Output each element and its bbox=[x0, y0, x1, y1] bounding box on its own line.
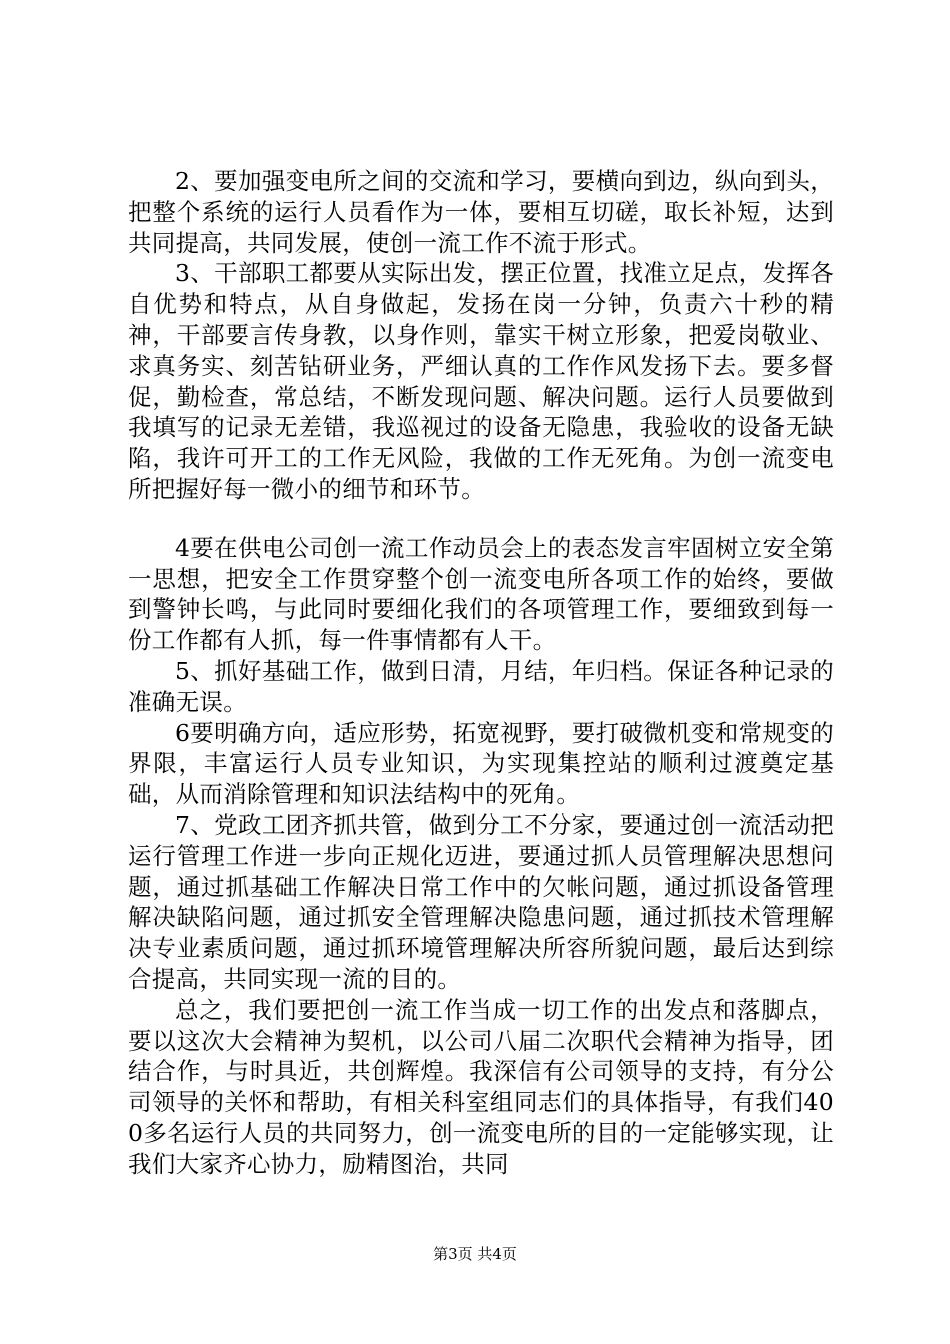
paragraph-5: 5、抓好基础工作，做到日清，月结，年归档。保证各种记录的准确无误。 bbox=[128, 656, 834, 716]
paragraph-6: 6要明确方向，适应形势，拓宽视野，要打破微机变和常规变的界限，丰富运行人员专业知识，为实现集控站的顺利过渡奠定基础，从而消除管理和知识法结构中的死角。 bbox=[128, 718, 834, 809]
paragraph-4: 4要在供电公司创一流工作动员会上的表态发言牢固树立安全第一思想，把安全工作贯穿整个创一流变电所各项工作的始终，要做到警钟长鸣，与此同时要细化我们的各项管理工作，要细致到每一份工作都有人抓，每一件事情都有人干。 bbox=[128, 533, 834, 655]
paragraph-spacer bbox=[128, 505, 834, 533]
page-footer: 第3页 共4页 bbox=[433, 1245, 517, 1263]
paragraph-conclusion: 总之，我们要把创一流工作当成一切工作的出发点和落脚点，要以这次大会精神为契机，以公司八届二次职代会精神为指导，团结合作，与时具近，共创辉煌。我深信有公司领导的支持，有分公司领导的关怀和帮助，有相关科室组同志们的具体指导，有我们400多名运行人员的共同努力，创一流变电所的目的一定能够实现，让我们大家齐心协力，励精图治，共同 bbox=[128, 995, 834, 1178]
paragraph-2: 2、要加强变电所之间的交流和学习，要横向到边，纵向到头，把整个系统的运行人员看作为一体，要相互切磋，取长补短，达到共同提高，共同发展，使创一流工作不流于形式。 bbox=[128, 167, 834, 257]
paragraph-7: 7、党政工团齐抓共管，做到分工不分家，要通过创一流活动把运行管理工作进一步向正规化迈进，要通过抓人员管理解决思想问题，通过抓基础工作解决日常工作中的欠帐问题，通过抓设备管理解决缺陷问题，通过抓安全管理解决隐患问题，通过抓技术管理解决专业素质问题，通过抓环境管理解决所容所貌问题，最后达到综合提高，共同实现一流的目的。 bbox=[128, 810, 834, 993]
paragraph-3: 3、干部职工都要从实际出发，摆正位置，找准立足点，发挥各自优势和特点，从自身做起，发扬在岗一分钟，负责六十秒的精神，干部要言传身教，以身作则，靠实干树立形象，把爱岗敬业、求真务实、刻苦钻研业务，严细认真的工作作风发扬下去。要多督促，勤检查，常总结，不断发现问题、解决问题。运行人员要做到我填写的记录无差错，我巡视过的设备无隐患，我验收的设备无缺陷，我许可开工的工作无风险，我做的工作无死角。为创一流变电所把握好每一微小的细节和环节。 bbox=[128, 259, 834, 503]
document-body bbox=[128, 166, 834, 1180]
